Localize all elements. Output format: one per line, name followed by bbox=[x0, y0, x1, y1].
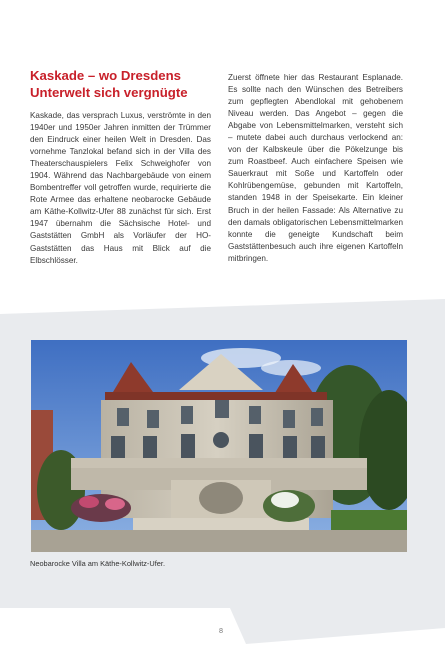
article-left-paragraph: Kaskade, das versprach Luxus, verströmte in den 1940er und 1950er Jahren inmitten der Trümmer den Eindruck einer heilen Welt in Dresden. Das vornehme Tanzlokal befand sich in der Villa des Theaterschauspielers Felix Schweighofer von 1904. Während das Nachbargebäude von einem Bombentreffer voll getroffen wurde, requirierte die Rote Armee das erhaltene neobarocke Gebäude am Käthe-Kollwitz-Ufer 88 zunächst für sich. Erst 1947 übernahm die Sächsische Hotel- und Gaststätten GmbH als Vorläufer der HO-Gaststätten das Haus mit Blick auf die Elbschlösser. bbox=[30, 111, 211, 265]
article-right-column bbox=[228, 72, 403, 265]
article-right-paragraph: Zuerst öffnete hier das Restaurant Esplanade. Es sollte nach den Wünschen des Betreibers zum gepflegten Abendlokal mit gehobenem Niveau werden. Das Angebot – gegen die Abgabe von Lebensmittelmarken, versteht sich – mutete dabei auch durchaus verlockend an: von der Kalbskeule über die Pökelzunge bis zum Roastbeef. Auch einfachere Speisen wie Sauerkraut mit Soße und Kartoffeln oder Kohlrübengemüse, gebunden mit Kartoffeln, standen 1948 in der Speisekarte. Ein kleiner Bruch in der heilen Fassade: Als Alternative zu den damals obligatorischen Lebensmittelmarken konnte die geneigte Kundschaft beim Gaststättenbesuch auch ihre eigenen Kartoffeln mitbringen. bbox=[228, 73, 403, 263]
article-left-column bbox=[30, 68, 211, 267]
article-headline: Kaskade – wo Dresdens Unterwelt sich vergnügte bbox=[30, 68, 188, 100]
villa-photo-illustration bbox=[31, 340, 407, 552]
photo-caption: Neobarocke Villa am Käthe-Kollwitz-Ufer. bbox=[30, 559, 166, 568]
villa-photo bbox=[31, 340, 407, 552]
diagonal-band-edge bbox=[0, 296, 445, 326]
page-number: 8 bbox=[219, 626, 223, 635]
